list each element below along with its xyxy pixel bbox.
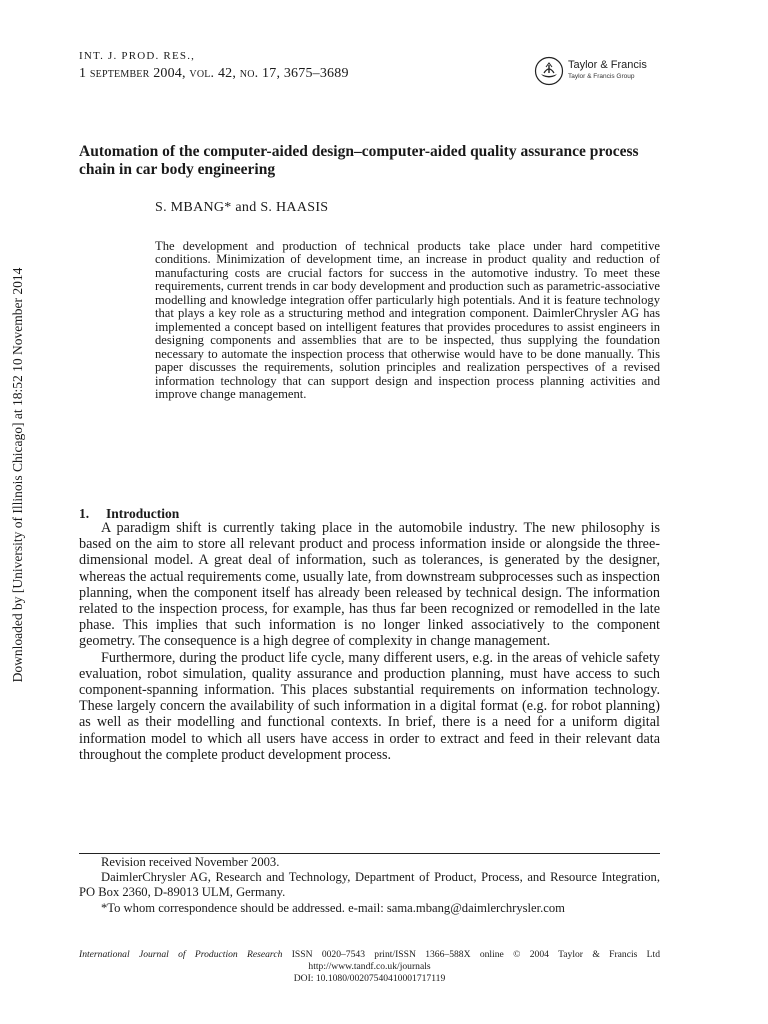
footnotes — [79, 855, 660, 916]
footnote-revision: Revision received November 2003. — [101, 855, 280, 869]
page-range: 3675–3689 — [283, 66, 349, 81]
abstract: The development and production of technical products take place under hard competitive conditions. Minimization of development time, an increase in product quality and reduction of manufacturing costs are crucial factors for success in the automotive industry. To meet these requirements, current trends in car body development and production such as parametric-associative modelling and knowledge integration offer particularly high potentials. And it is feature technology that plays a key role as a structuring method and integration component. DaimlerChrysler AG has implemented a concept based on intelligent features that provides procedures to assist engineers in designing components and assemblies that are to be inspected, thus supplying the foundation necessary to automate the inspection process that otherwise would have to be done manually. This paper discusses the requirements, solution principles and realization perspectives of a revised information technology that can support design and inspection process planning activities and improve change management. — [155, 239, 660, 401]
section-title: Introduction — [106, 506, 180, 521]
issue-date: 1 september 2004 — [79, 66, 182, 81]
journal-footer — [79, 949, 660, 986]
body-paragraph: Furthermore, during the product life cycle, many different users, e.g. in the areas of vehicle safety evaluation, robot simulation, quality assurance and production planning, must have access to such component-spanning information. This places substantial requirements on information technology. These largely concern the availability of such information in a digital format (e.g. for robot planning) as well as their modelling and functional contexts. In brief, there is a need for a uniform digital information model to which all users have access in order to extract and feed in their relevant data throughout the complete product development process. — [79, 649, 660, 763]
number-label: no. — [239, 66, 259, 81]
journal-url-link[interactable]: http://www.tandf.co.uk/journals — [308, 961, 431, 973]
issue-line: 1 september 2004, vol. 42, no. 17, 3675–3689 — [79, 66, 349, 81]
publisher-logo-block — [534, 56, 674, 86]
publisher-name: Taylor & Francis — [568, 59, 647, 71]
introduction-body — [79, 520, 660, 763]
journal-abbreviation: INT. J. PROD. RES., — [79, 50, 196, 62]
footnote-correspondence: *To whom correspondence should be addressed. e-mail: sama.mbang@daimlerchrysler.com — [101, 900, 565, 915]
journal-name: International Journal of Production Research — [79, 949, 283, 960]
volume-label: vol. — [189, 66, 215, 81]
article-title: Automation of the computer-aided design–computer-aided quality assurance process chain in car body engineering — [79, 143, 639, 178]
volume-number: 42 — [217, 66, 233, 81]
footnote-divider — [79, 853, 660, 854]
issue-number: 17 — [262, 66, 277, 81]
footnote-affiliation: DaimlerChrysler AG, Research and Technology, Department of Product, Process, and Resource Integration, PO Box 2360, D-89013 ULM, Germany. — [79, 870, 660, 900]
download-stamp-text: Downloaded by [University of Illinois Chicago] at 18:52 10 November 2014 — [10, 267, 25, 683]
journal-footer-row — [79, 949, 660, 961]
body-paragraph: A paradigm shift is currently taking place in the automobile industry. The new philosophy is based on the aim to store all relevant product and process information inside or alongside the three-dimensional model. A great deal of information, such as tolerances, is generated by the designer, whereas the actual requirements come, usually late, from downstream subprocesses such as inspection planning, when the component itself has already been released by technical design. The information related to the inspection process, for example, has thus far been recognized or remodelled in the late phase. This implies that such information is no longer linked associatively to the component geometry. The consequence is a high degree of complexity in change management. — [79, 520, 660, 650]
section-number: 1. — [79, 506, 90, 521]
publisher-group: Taylor & Francis Group — [568, 73, 635, 80]
doi: DOI: 10.1080/00207540410001717119 — [293, 973, 446, 985]
issn: ISSN 0020–7543 print/ISSN 1366–588X online — [291, 949, 504, 960]
copyright: © 2004 Taylor & Francis Ltd — [513, 949, 660, 960]
taylor-francis-logo-icon — [534, 56, 564, 86]
article-authors: S. MBANG* and S. HAASIS — [155, 200, 329, 215]
